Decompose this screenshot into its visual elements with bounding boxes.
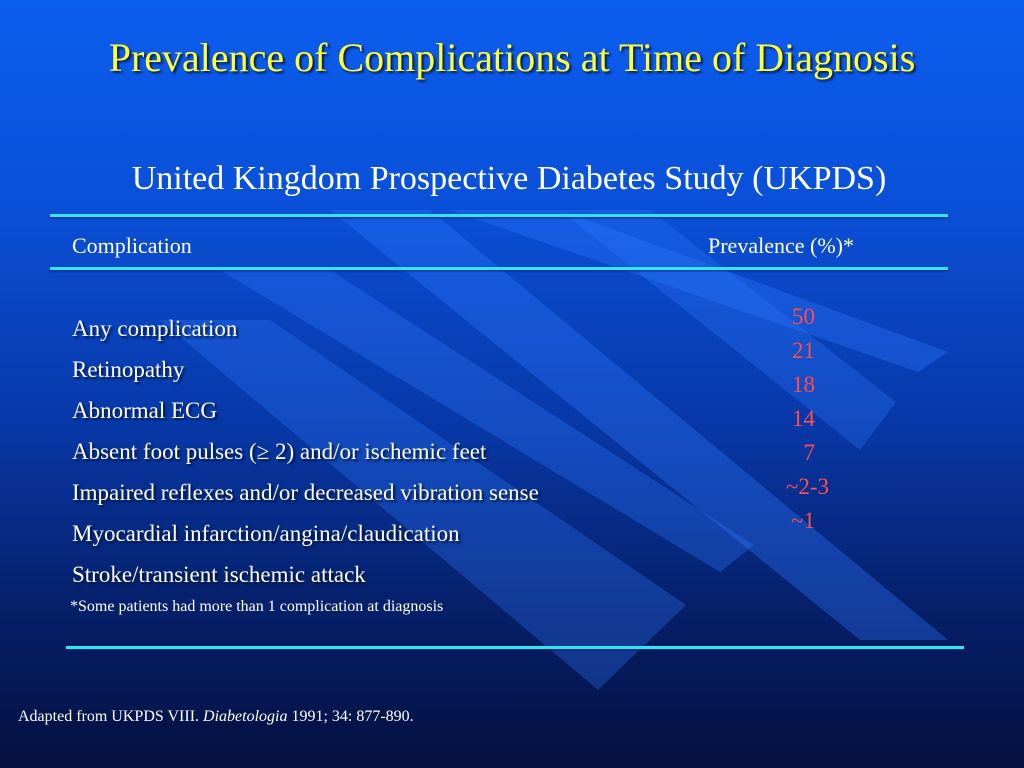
footnote: *Some patients had more than 1 complication at diagnosis: [70, 598, 444, 615]
prevalence-value-list: [760, 304, 829, 542]
prevalence-value: 18: [792, 372, 815, 397]
complication-any: Any complication: [72, 316, 238, 341]
citation-suffix: 1991; 34: 877-890.: [291, 708, 414, 725]
complication-list: [72, 315, 539, 602]
prevalence-value: 14: [792, 406, 815, 431]
prevalence-value: ~1: [791, 508, 815, 533]
complication-retinopathy: Retinopathy: [72, 357, 185, 382]
prevalence-value: 50: [792, 304, 815, 329]
complication-reflexes: Impaired reflexes and/or decreased vibration sense: [72, 480, 539, 505]
complication-abnormal-ecg: Abnormal ECG: [72, 398, 218, 423]
complication-foot-pulses: Absent foot pulses (≥ 2) and/or ischemic feet: [72, 439, 487, 464]
footer-rule: [66, 646, 964, 649]
column-header-complication: Complication: [72, 233, 192, 258]
citation-prefix: Adapted from UKPDS VIII.: [18, 708, 200, 725]
header-bottom-rule: [50, 267, 948, 270]
prevalence-value: 7: [803, 440, 815, 465]
prevalence-value: 21: [792, 338, 815, 363]
column-header-prevalence: Prevalence (%)*: [708, 233, 854, 258]
slide-title: Prevalence of Complications at Time of Diagnosis: [108, 35, 916, 80]
complication-stroke: Stroke/transient ischemic attack: [72, 562, 366, 587]
citation: [18, 708, 414, 726]
slide-subtitle: United Kingdom Prospective Diabetes Study (UKPDS): [131, 160, 887, 197]
citation-journal: Diabetologia: [203, 708, 288, 725]
header-top-rule: [50, 214, 948, 217]
complication-mi-angina: Myocardial infarction/angina/claudication: [72, 521, 460, 546]
prevalence-value: ~2-3: [785, 474, 829, 499]
